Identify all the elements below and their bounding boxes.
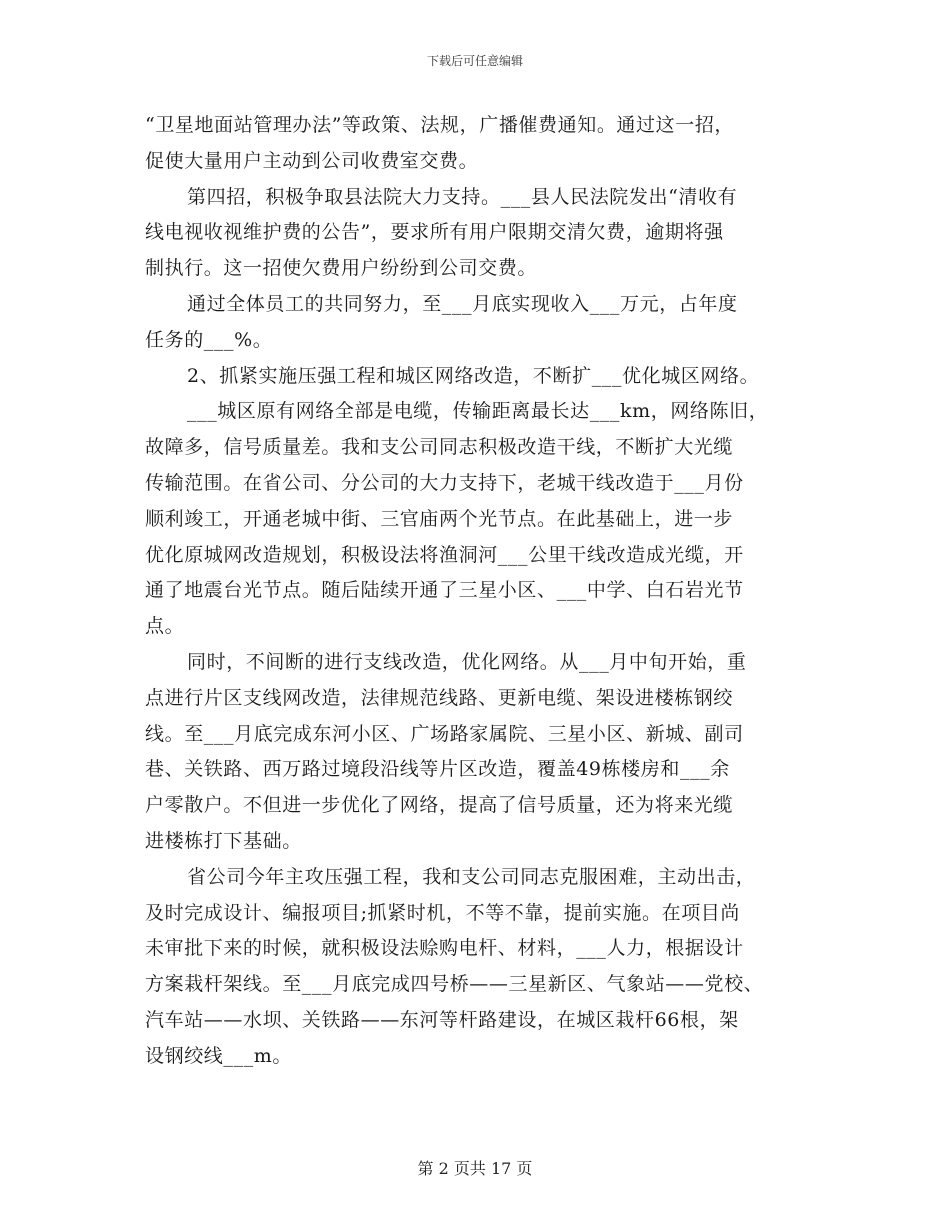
text-line: 及时完成设计、编报项目;抓紧时机，不等不靠，提前实施。在项目尚: [145, 901, 741, 924]
text-line: 同时，不间断的进行支线改造，优化网络。从___月中旬开始，重: [187, 650, 747, 673]
page-footer: 第 2 页共 17 页: [417, 1159, 533, 1178]
text-line: 省公司今年主攻压强工程，我和支公司同志克服困难，主动出击，: [187, 865, 756, 888]
text-line: 点。: [145, 615, 185, 638]
text-line: 汽车站——水坝、关铁路——东河等杆路建设，在城区栽杆66根，架: [145, 1008, 739, 1031]
text-line: 未审批下来的时候，就积极设法赊购电杆、材料，___人力，根据设计: [145, 937, 744, 960]
text-line: 制执行。这一招使欠费用户纷纷到公司交费。: [145, 257, 538, 280]
text-line: 进楼栋打下基础。: [145, 829, 302, 852]
text-line: 线电视收视维护费的公告”，要求所有用户限期交清欠费，逾期将强: [145, 221, 724, 244]
text-line: 通了地震台光节点。随后陆续开通了三星小区、___中学、白石岩光节: [145, 579, 744, 602]
text-line: 巷、关铁路、西万路过境段沿线等片区改造，覆盖49栋楼房和___余: [145, 758, 730, 781]
document-body: [145, 108, 825, 1075]
text-line: 通过全体员工的共同努力，至___月底实现收入___万元，占年度: [187, 292, 738, 315]
text-line: 点进行片区支线网改造，法律规范线路、更新电缆、架设进楼栋钢绞: [145, 686, 734, 709]
text-line: 任务的___%。: [145, 328, 273, 351]
text-line: 2、抓紧实施压强工程和城区网络改造，不断扩___优化城区网络。: [187, 364, 760, 387]
text-line: 优化原城网改造规划，积极设法将渔洞河___公里干线改造成光缆，开: [145, 543, 744, 566]
text-line: ___城区原有网络全部是电缆，传输距离最长达___km，网络陈旧，: [187, 400, 769, 423]
text-line: 线。至___月底完成东河小区、广场路家属院、三星小区、新城、副司: [145, 722, 744, 745]
text-line: 第四招，积极争取县法院大力支持。___县人民法院发出“清收有: [187, 185, 738, 208]
text-line: 方案栽杆架线。至___月底完成四号桥——三星新区、气象站——党校、: [145, 973, 764, 996]
text-line: 传输范围。在省公司、分公司的大力支持下，老城干线改造于___月份: [145, 471, 744, 494]
text-line: 顺利竣工，开通老城中街、三官庙两个光节点。在此基础上，进一步: [145, 507, 734, 530]
page-header: 下载后可任意编辑: [426, 54, 523, 68]
text-line: 故障多，信号质量差。我和支公司同志积极改造干线，不断扩大光缆: [145, 436, 734, 459]
text-line: 设钢绞线___m。: [145, 1044, 292, 1067]
text-line: “卫星地面站管理办法”等政策、法规，广播催费通知。通过这一招，: [145, 114, 735, 136]
text-line: 促使大量用户主动到公司收费室交费。: [145, 149, 479, 172]
text-line: 户零散户。不但进一步优化了网络，提高了信号质量，还为将来光缆: [145, 794, 734, 817]
